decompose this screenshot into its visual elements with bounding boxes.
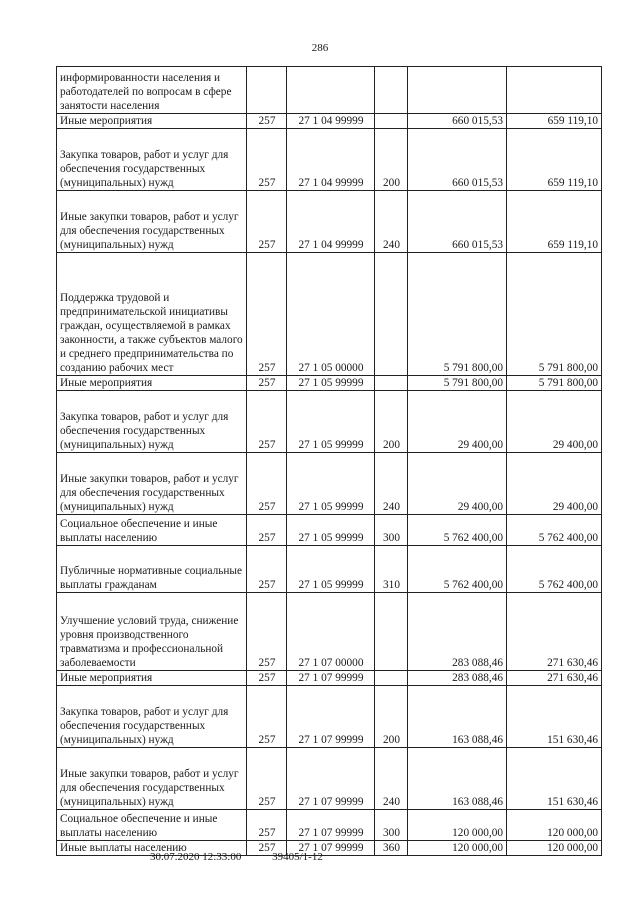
cell-target-article [287,67,375,114]
cell-name: Иные закупки товаров, работ и услуг для обеспечения государственных (муниципальных) нужд [57,453,247,515]
cell-target-article: 27 1 07 99999 [287,671,375,686]
cell-amount-1: 120 000,00 [408,810,507,841]
table-row [57,253,602,376]
table-row [57,593,602,671]
footer-timestamp: 30.07.2020 12:33:00 [150,851,242,863]
cell-amount-2: 659 119,10 [507,114,602,129]
table-row [57,810,602,841]
cell-amount-2: 120 000,00 [507,841,602,856]
cell-amount-2: 151 630,46 [507,748,602,810]
table-row [57,453,602,515]
cell-name: Социальное обеспечение и иные выплаты населению [57,515,247,546]
table-row [57,114,602,129]
table-row [57,686,602,748]
cell-name: информированности населения и работодателей по вопросам в сфере занятости населения [57,67,247,114]
cell-expense-type: 310 [375,546,408,593]
budget-table [56,66,602,856]
cell-target-article: 27 1 05 99999 [287,453,375,515]
cell-expense-type [375,376,408,391]
cell-target-article: 27 1 05 00000 [287,253,375,376]
cell-target-article: 27 1 07 99999 [287,748,375,810]
cell-amount-1: 5 791 800,00 [408,253,507,376]
cell-name: Поддержка трудовой и предпринимательской инициативы граждан, осуществляемой в рамках законности, а также субъектов малого и среднего предпринимательства по созданию рабочих мест [57,253,247,376]
cell-amount-2: 5 762 400,00 [507,546,602,593]
footer-document-id: 39405/1-12 [272,851,323,863]
cell-amount-1: 163 088,46 [408,748,507,810]
cell-amount-2: 120 000,00 [507,810,602,841]
cell-expense-type [375,253,408,376]
table-row [57,671,602,686]
page-footer [150,851,323,863]
page-number: 286 [311,42,329,54]
cell-name: Закупка товаров, работ и услуг для обеспечения государственных (муниципальных) нужд [57,129,247,191]
cell-admin-code: 257 [247,515,287,546]
cell-expense-type [375,114,408,129]
cell-admin-code: 257 [247,546,287,593]
cell-target-article: 27 1 05 99999 [287,391,375,453]
cell-name: Социальное обеспечение и иные выплаты населению [57,810,247,841]
cell-name: Иные мероприятия [57,114,247,129]
cell-target-article: 27 1 05 99999 [287,376,375,391]
cell-amount-2: 659 119,10 [507,129,602,191]
cell-target-article: 27 1 05 99999 [287,546,375,593]
cell-admin-code: 257 [247,376,287,391]
cell-amount-2: 29 400,00 [507,391,602,453]
table-row [57,515,602,546]
cell-amount-1: 5 762 400,00 [408,546,507,593]
table-row [57,376,602,391]
table-row [57,391,602,453]
cell-admin-code: 257 [247,841,287,856]
cell-amount-2: 29 400,00 [507,453,602,515]
cell-amount-1: 283 088,46 [408,593,507,671]
table-row [57,191,602,253]
cell-target-article: 27 1 04 99999 [287,129,375,191]
cell-name: Иные мероприятия [57,671,247,686]
cell-amount-1: 29 400,00 [408,391,507,453]
cell-target-article: 27 1 05 99999 [287,515,375,546]
table-row [57,841,602,856]
cell-amount-1: 660 015,53 [408,114,507,129]
cell-expense-type: 360 [375,841,408,856]
cell-name: Улучшение условий труда, снижение уровня производственного травматизма и профессиональной заболеваемости [57,593,247,671]
cell-name: Закупка товаров, работ и услуг для обеспечения государственных (муниципальных) нужд [57,391,247,453]
cell-expense-type: 300 [375,810,408,841]
cell-amount-1: 29 400,00 [408,453,507,515]
cell-admin-code: 257 [247,391,287,453]
cell-amount-2: 151 630,46 [507,686,602,748]
cell-amount-1: 120 000,00 [408,841,507,856]
cell-name: Публичные нормативные социальные выплаты гражданам [57,546,247,593]
cell-target-article: 27 1 04 99999 [287,191,375,253]
cell-expense-type: 300 [375,515,408,546]
cell-target-article: 27 1 07 00000 [287,593,375,671]
cell-amount-1: 283 088,46 [408,671,507,686]
cell-name: Иные закупки товаров, работ и услуг для обеспечения государственных (муниципальных) нужд [57,191,247,253]
cell-admin-code: 257 [247,686,287,748]
budget-table-body [57,67,602,856]
cell-admin-code: 257 [247,810,287,841]
cell-expense-type [375,593,408,671]
cell-target-article: 27 1 07 99999 [287,810,375,841]
cell-amount-2: 5 791 800,00 [507,253,602,376]
cell-amount-2: 5 762 400,00 [507,515,602,546]
cell-name: Закупка товаров, работ и услуг для обеспечения государственных (муниципальных) нужд [57,686,247,748]
cell-expense-type: 240 [375,453,408,515]
cell-amount-2: 271 630,46 [507,671,602,686]
cell-admin-code: 257 [247,129,287,191]
cell-expense-type: 240 [375,191,408,253]
cell-admin-code: 257 [247,671,287,686]
cell-expense-type: 240 [375,748,408,810]
cell-amount-1: 163 088,46 [408,686,507,748]
cell-admin-code: 257 [247,453,287,515]
table-row [57,67,602,114]
cell-target-article: 27 1 04 99999 [287,114,375,129]
cell-amount-1: 5 762 400,00 [408,515,507,546]
cell-admin-code: 257 [247,593,287,671]
cell-target-article: 27 1 07 99999 [287,686,375,748]
cell-amount-1: 660 015,53 [408,191,507,253]
table-row [57,129,602,191]
cell-amount-2 [507,67,602,114]
table-row [57,546,602,593]
cell-expense-type: 200 [375,391,408,453]
table-row [57,748,602,810]
cell-name: Иные выплаты населению [57,841,247,856]
cell-admin-code: 257 [247,114,287,129]
cell-expense-type [375,67,408,114]
cell-target-article: 27 1 07 99999 [287,841,375,856]
cell-amount-1: 660 015,53 [408,129,507,191]
cell-admin-code: 257 [247,253,287,376]
cell-expense-type [375,671,408,686]
cell-name: Иные мероприятия [57,376,247,391]
cell-amount-2: 659 119,10 [507,191,602,253]
cell-amount-1: 5 791 800,00 [408,376,507,391]
cell-expense-type: 200 [375,686,408,748]
cell-expense-type: 200 [375,129,408,191]
cell-amount-2: 5 791 800,00 [507,376,602,391]
cell-amount-2: 271 630,46 [507,593,602,671]
cell-name: Иные закупки товаров, работ и услуг для обеспечения государственных (муниципальных) нужд [57,748,247,810]
cell-admin-code: 257 [247,748,287,810]
cell-admin-code [247,67,287,114]
cell-amount-1 [408,67,507,114]
cell-admin-code: 257 [247,191,287,253]
